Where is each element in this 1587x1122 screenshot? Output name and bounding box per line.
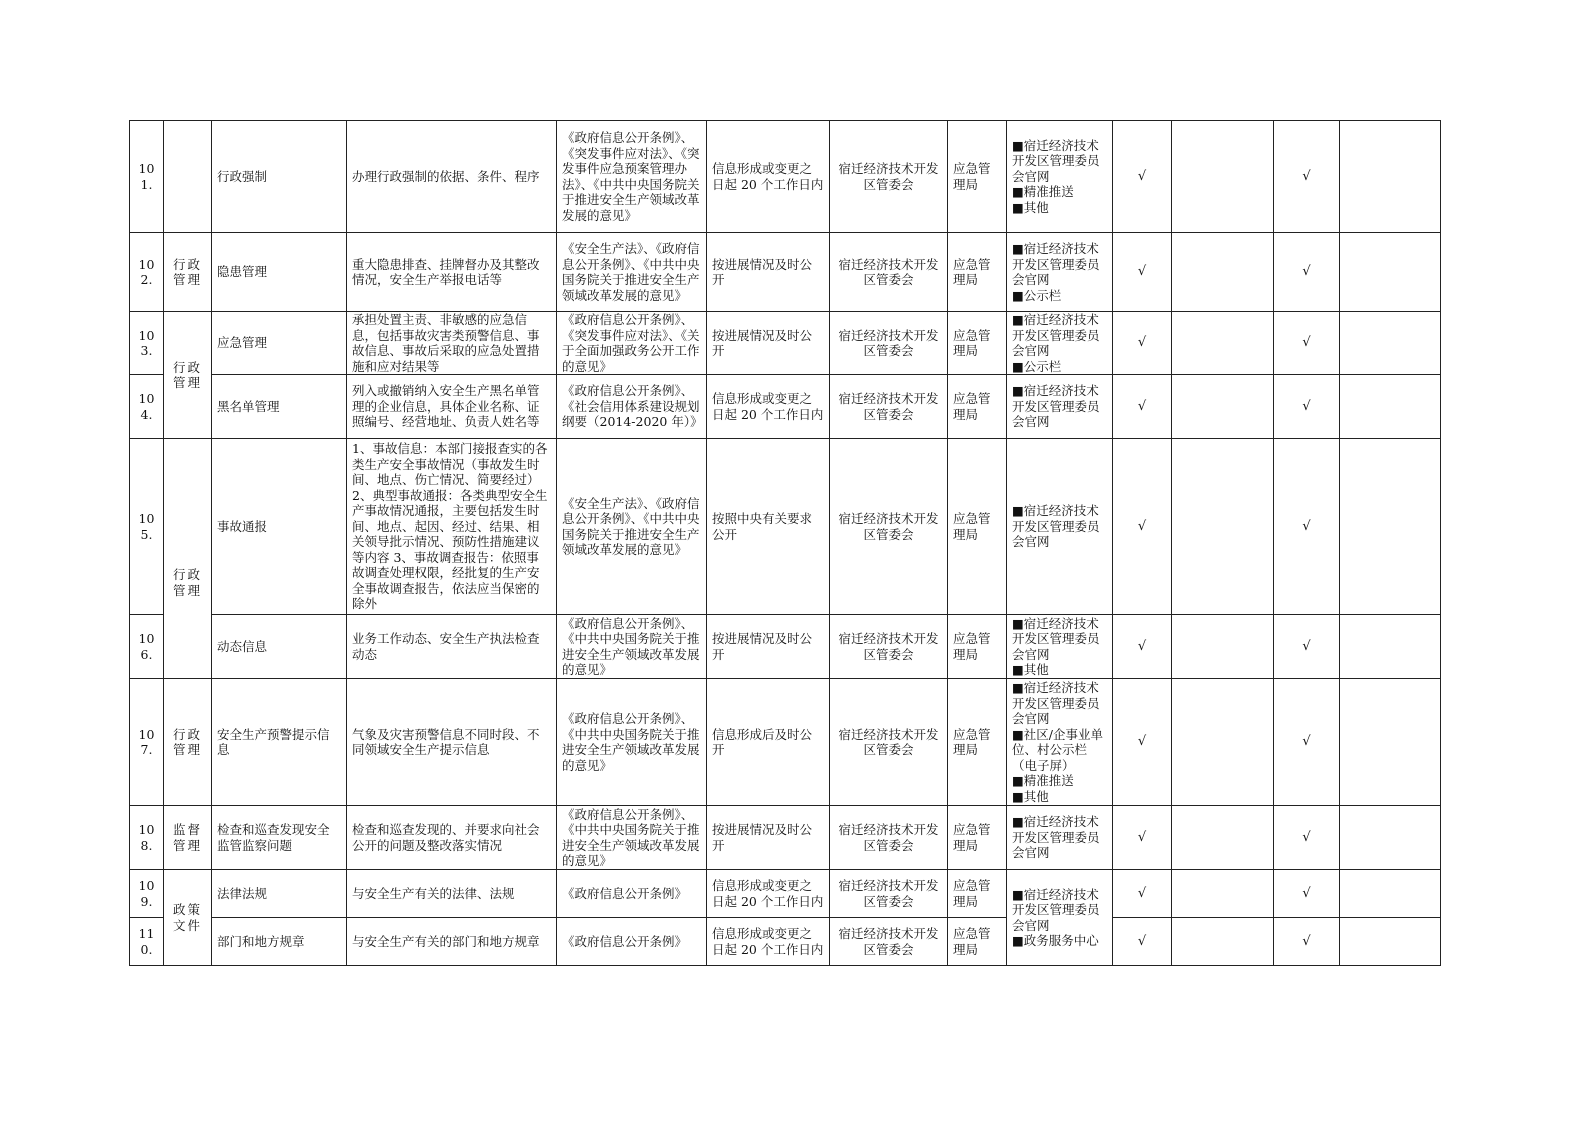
table-row	[130, 615, 1441, 679]
timing-cell: 信息形成后及时公开	[707, 679, 830, 806]
check-mark: √	[1113, 918, 1172, 966]
channel-item: ■宿迁经济技术开发区管理委员会官网	[1012, 680, 1100, 726]
empty-cell	[1172, 615, 1274, 679]
dept-cell: 应急管理局	[948, 679, 1007, 806]
basis-cell: 《政府信息公开条例》、《中共中央国务院关于推进安全生产领域改革发展的意见》	[557, 679, 707, 806]
empty-cell	[1340, 312, 1441, 375]
empty-cell	[1340, 918, 1441, 966]
table-row	[130, 806, 1441, 870]
dept-cell: 应急管理局	[948, 439, 1007, 615]
subject-cell: 宿迁经济技术开发区管委会	[830, 312, 948, 375]
empty-cell	[1172, 870, 1274, 918]
check-mark: √	[1113, 439, 1172, 615]
basis-cell: 《政府信息公开条例》、《中共中央国务院关于推进安全生产领域改革发展的意见》	[557, 615, 707, 679]
row-number: 107.	[130, 679, 164, 806]
dept-cell: 应急管理局	[948, 121, 1007, 233]
item-cell: 隐患管理	[212, 233, 347, 312]
content-cell: 气象及灾害预警信息不同时段、不同领域安全生产提示信息	[347, 679, 557, 806]
table-row	[130, 375, 1441, 439]
item-cell: 检查和巡查发现安全监管监察问题	[212, 806, 347, 870]
channel-item: ■宿迁经济技术开发区管理委员会官网	[1012, 312, 1100, 358]
category-cell: 政策文件	[164, 870, 212, 966]
timing-cell: 信息形成或变更之日起 20 个工作日内	[707, 870, 830, 918]
category-cell: 行政管理	[164, 233, 212, 312]
row-number: 110.	[130, 918, 164, 966]
row-number: 105.	[130, 439, 164, 615]
check-mark: √	[1113, 806, 1172, 870]
channels-cell	[1007, 375, 1113, 439]
table-row	[130, 439, 1441, 615]
empty-cell	[1340, 806, 1441, 870]
channel-item: ■精准推送	[1012, 184, 1074, 200]
item-cell: 安全生产预警提示信息	[212, 679, 347, 806]
empty-cell	[1340, 375, 1441, 439]
dept-cell: 应急管理局	[948, 233, 1007, 312]
timing-cell: 信息形成或变更之日起 20 个工作日内	[707, 121, 830, 233]
channels-cell	[1007, 233, 1113, 312]
channel-item: ■社区/企事业单位、村公示栏（电子屏）	[1012, 726, 1104, 773]
content-cell: 重大隐患排查、挂牌督办及其整改情况，安全生产举报电话等	[347, 233, 557, 312]
timing-cell: 信息形成或变更之日起 20 个工作日内	[707, 375, 830, 439]
table-row	[130, 918, 1441, 966]
check-mark: √	[1113, 870, 1172, 918]
subject-cell: 宿迁经济技术开发区管委会	[830, 918, 948, 966]
timing-cell: 按进展情况及时公开	[707, 615, 830, 679]
basis-cell: 《政府信息公开条例》	[557, 918, 707, 966]
empty-cell	[1340, 870, 1441, 918]
timing-cell: 信息形成或变更之日起 20 个工作日内	[707, 918, 830, 966]
content-cell: 1、事故信息：本部门接报查实的各类生产安全事故情况（事故发生时间、地点、伤亡情况、简要经过）2、典型事故通报：各类典型安全生产事故情况通报，主要包括发生时间、地点、起因、经过、结果、相关领导批示情况、预防性措施建议等内容 3、事故调查报告：依照事故调查处理权限，经批复的生产安全事故调查报告，依法应当保密的除外	[347, 439, 557, 615]
check-mark: √	[1274, 233, 1340, 312]
check-mark: √	[1274, 870, 1340, 918]
channel-item: ■公示栏	[1012, 358, 1062, 374]
check-mark: √	[1274, 679, 1340, 806]
basis-cell: 《安全生产法》、《政府信息公开条例》、《中共中央国务院关于推进安全生产领域改革发展的意见》	[557, 233, 707, 312]
table-row	[130, 312, 1441, 375]
subject-cell: 宿迁经济技术开发区管委会	[830, 375, 948, 439]
timing-cell: 按进展情况及时公开	[707, 806, 830, 870]
empty-cell	[1340, 121, 1441, 233]
dept-cell: 应急管理局	[948, 615, 1007, 679]
channel-item: ■宿迁经济技术开发区管理委员会官网	[1012, 503, 1100, 550]
item-cell: 黑名单管理	[212, 375, 347, 439]
channel-item: ■其他	[1012, 662, 1049, 677]
empty-cell	[1172, 918, 1274, 966]
row-number: 106.	[130, 615, 164, 679]
content-cell: 办理行政强制的依据、条件、程序	[347, 121, 557, 233]
channels-cell	[1007, 806, 1113, 870]
basis-cell: 《政府信息公开条例》、《突发事件应对法》、《关于全面加强政务公开工作的意见》	[557, 312, 707, 375]
item-cell: 法律法规	[212, 870, 347, 918]
channel-item: ■其他	[1012, 199, 1049, 215]
check-mark: √	[1274, 615, 1340, 679]
channel-item: ■宿迁经济技术开发区管理委员会官网	[1012, 814, 1100, 861]
content-cell: 与安全生产有关的法律、法规	[347, 870, 557, 918]
check-mark: √	[1274, 918, 1340, 966]
check-mark: √	[1274, 312, 1340, 375]
empty-cell	[1340, 679, 1441, 806]
channel-item: ■宿迁经济技术开发区管理委员会官网	[1012, 615, 1100, 662]
row-number: 104.	[130, 375, 164, 439]
subject-cell: 宿迁经济技术开发区管委会	[830, 233, 948, 312]
empty-cell	[1340, 615, 1441, 679]
check-mark: √	[1113, 615, 1172, 679]
table-row	[130, 870, 1441, 918]
table-row	[130, 121, 1441, 233]
category-cell: 行政管理	[164, 679, 212, 806]
row-number: 109.	[130, 870, 164, 918]
content-cell: 业务工作动态、安全生产执法检查动态	[347, 615, 557, 679]
category-cell: 行政管理	[164, 312, 212, 439]
empty-cell	[1172, 312, 1274, 375]
timing-cell: 按进展情况及时公开	[707, 233, 830, 312]
empty-cell	[1340, 233, 1441, 312]
row-number: 101.	[130, 121, 164, 233]
channels-cell	[1007, 439, 1113, 615]
dept-cell: 应急管理局	[948, 918, 1007, 966]
basis-cell: 《安全生产法》、《政府信息公开条例》、《中共中央国务院关于推进安全生产领域改革发展的意见》	[557, 439, 707, 615]
channel-item: ■精准推送	[1012, 773, 1074, 788]
channels-cell	[1007, 312, 1113, 375]
row-number: 108.	[130, 806, 164, 870]
empty-cell	[1172, 121, 1274, 233]
dept-cell: 应急管理局	[948, 375, 1007, 439]
subject-cell: 宿迁经济技术开发区管委会	[830, 615, 948, 679]
channel-item: ■宿迁经济技术开发区管理委员会官网	[1012, 137, 1100, 184]
channel-item: ■政务服务中心	[1012, 933, 1099, 948]
category-cell	[164, 121, 212, 233]
empty-cell	[1172, 375, 1274, 439]
check-mark: √	[1113, 679, 1172, 806]
timing-cell: 按进展情况及时公开	[707, 312, 830, 375]
empty-cell	[1172, 233, 1274, 312]
channel-item: ■其他	[1012, 788, 1049, 804]
basis-cell: 《政府信息公开条例》	[557, 870, 707, 918]
content-cell: 列入或撤销纳入安全生产黑名单管理的企业信息，具体企业名称、证照编号、经营地址、负责人姓名等	[347, 375, 557, 439]
item-cell: 事故通报	[212, 439, 347, 615]
empty-cell	[1340, 439, 1441, 615]
subject-cell: 宿迁经济技术开发区管委会	[830, 121, 948, 233]
check-mark: √	[1113, 233, 1172, 312]
check-mark: √	[1274, 806, 1340, 870]
basis-cell: 《政府信息公开条例》、《社会信用体系建设规划纲要（2014-2020 年）》	[557, 375, 707, 439]
channels-cell	[1007, 121, 1113, 233]
dept-cell: 应急管理局	[948, 806, 1007, 870]
channels-cell	[1007, 870, 1113, 966]
row-number: 102.	[130, 233, 164, 312]
check-mark: √	[1274, 375, 1340, 439]
dept-cell: 应急管理局	[948, 312, 1007, 375]
basis-cell: 《政府信息公开条例》、《突发事件应对法》、《突发事件应急预案管理办法》、《中共中央国务院关于推进安全生产领域改革发展的意见》	[557, 121, 707, 233]
channel-item: ■宿迁经济技术开发区管理委员会官网	[1012, 383, 1100, 430]
item-cell: 部门和地方规章	[212, 918, 347, 966]
row-number: 103.	[130, 312, 164, 375]
content-cell: 与安全生产有关的部门和地方规章	[347, 918, 557, 966]
item-cell: 应急管理	[212, 312, 347, 375]
subject-cell: 宿迁经济技术开发区管委会	[830, 679, 948, 806]
category-cell: 监督管理	[164, 806, 212, 870]
empty-cell	[1172, 439, 1274, 615]
timing-cell: 按照中央有关要求公开	[707, 439, 830, 615]
category-cell: 行政管理	[164, 439, 212, 679]
subject-cell: 宿迁经济技术开发区管委会	[830, 806, 948, 870]
empty-cell	[1172, 806, 1274, 870]
check-mark: √	[1274, 121, 1340, 233]
check-mark: √	[1113, 121, 1172, 233]
subject-cell: 宿迁经济技术开发区管委会	[830, 439, 948, 615]
check-mark: √	[1113, 375, 1172, 439]
check-mark: √	[1113, 312, 1172, 375]
check-mark: √	[1274, 439, 1340, 615]
channel-item: ■宿迁经济技术开发区管理委员会官网	[1012, 241, 1100, 287]
dept-cell: 应急管理局	[948, 870, 1007, 918]
channels-cell	[1007, 615, 1113, 679]
item-cell: 动态信息	[212, 615, 347, 679]
content-cell: 承担处置主责、非敏感的应急信息，包括事故灾害类预警信息、事故信息、事故后采取的应急处置措施和应对结果等	[347, 312, 557, 375]
disclosure-table	[129, 120, 1441, 966]
table-row	[130, 679, 1441, 806]
empty-cell	[1172, 679, 1274, 806]
basis-cell: 《政府信息公开条例》、《中共中央国务院关于推进安全生产领域改革发展的意见》	[557, 806, 707, 870]
channel-item: ■宿迁经济技术开发区管理委员会官网	[1012, 886, 1100, 933]
item-cell: 行政强制	[212, 121, 347, 233]
channel-item: ■公示栏	[1012, 287, 1062, 303]
subject-cell: 宿迁经济技术开发区管委会	[830, 870, 948, 918]
channels-cell	[1007, 679, 1113, 806]
content-cell: 检查和巡查发现的、并要求向社会公开的问题及整改落实情况	[347, 806, 557, 870]
table-row	[130, 233, 1441, 312]
